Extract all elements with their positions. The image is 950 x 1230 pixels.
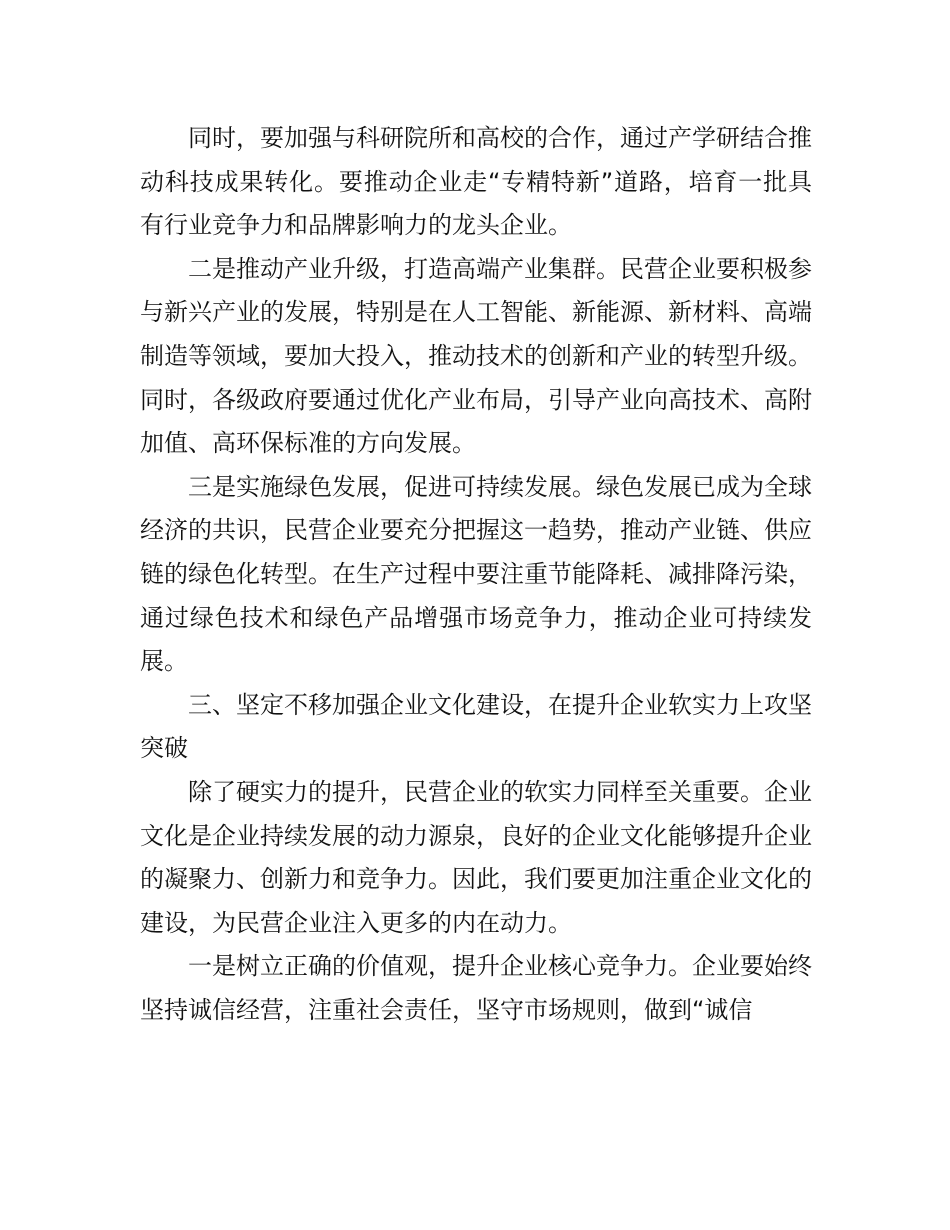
section-heading-culture: 三、坚定不移加强企业文化建设，在提升企业软实力上攻坚突破 <box>140 690 812 763</box>
paragraph-soft-power: 除了硬实力的提升，民营企业的软实力同样至关重要。企业文化是企业持续发展的动力源泉，良好的企业文化能够提升企业的凝聚力、创新力和竞争力。因此，我们要更加注重企业文化的建设，为民营企业注入更多的内在动力。 <box>140 777 812 937</box>
paragraph-green-development: 三是实施绿色发展，促进可持续发展。绿色发展已成为全球经济的共识，民营企业要充分把握这一趋势，推动产业链、供应链的绿色化转型。在生产过程中要注重节能降耗、减排降污染，通过绿色技术和绿色产品增强市场竞争力，推动企业可持续发展。 <box>140 472 812 676</box>
paragraph-industry-upgrade: 二是推动产业升级，打造高端产业集群。民营企业要积极参与新兴产业的发展，特别是在人工智能、新能源、新材料、高端制造等领域，要加大投入，推动技术的创新和产业的转型升级。同时，各级政府要通过优化产业布局，引导产业向高技术、高附加值、高环保标准的方向发展。 <box>140 254 812 458</box>
document-body <box>140 117 812 1032</box>
paragraph-values: 一是树立正确的价值观，提升企业核心竞争力。企业要始终坚持诚信经营，注重社会责任，坚守市场规则，做到“诚信 <box>140 952 812 1024</box>
paragraph-cooperation: 同时，要加强与科研院所和高校的合作，通过产学研结合推动科技成果转化。要推动企业走“专精特新”道路，培育一批具有行业竞争力和品牌影响力的龙头企业。 <box>140 124 812 240</box>
